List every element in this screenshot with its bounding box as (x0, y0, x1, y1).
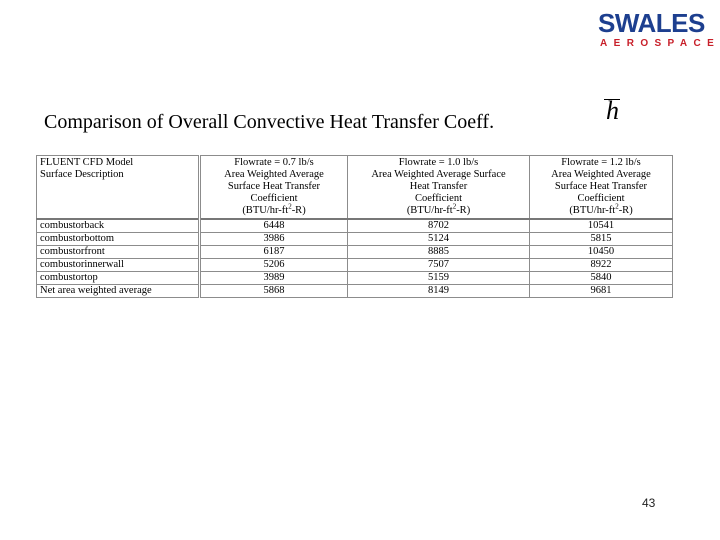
value-cell: 10450 (530, 246, 673, 259)
header-line: Surface Heat Transfer (554, 181, 648, 192)
value-cell: 7507 (348, 259, 530, 272)
header-line: Flowrate = 1.0 lb/s (398, 157, 479, 168)
header-line: FLUENT CFD Model (40, 157, 134, 168)
surface-name-cell: Net area weighted average (37, 285, 200, 298)
swales-aerospace-logo (598, 8, 720, 50)
value-cell: 5815 (530, 233, 673, 246)
table-row (37, 246, 673, 259)
header-line: Coefficient (577, 193, 625, 204)
value-cell: 8149 (348, 285, 530, 298)
header-units: $(BTU/hr-ft^2-R)$ (406, 202, 471, 216)
header-line: Area Weighted Average (551, 169, 651, 180)
value-cell: 3989 (200, 272, 348, 285)
page-number: 43 (642, 496, 656, 510)
table-row (37, 272, 673, 285)
table-row (37, 219, 673, 233)
value-cell: 5868 (200, 285, 348, 298)
value-cell: 5206 (200, 259, 348, 272)
header-flowrate-0-7 (200, 156, 348, 220)
slide-title: Comparison of Overall Convective Heat Transfer Coeff. (44, 111, 495, 133)
value-cell: 5840 (530, 272, 673, 285)
header-line: Heat Transfer (409, 181, 468, 192)
heat-transfer-table (36, 155, 672, 298)
table-row (37, 285, 673, 298)
value-cell: 5159 (348, 272, 530, 285)
header-units: $(BTU/hr-ft^2-R)$ (242, 202, 306, 216)
h-bar-symbol: h (606, 96, 619, 125)
surface-name-cell: combustorbottom (37, 233, 200, 246)
value-cell: 6448 (200, 219, 348, 233)
header-flowrate-1-2 (530, 156, 673, 220)
header-line: Coefficient (414, 193, 463, 204)
header-units: $(BTU/hr-ft^2-R)$ (569, 202, 633, 216)
table-header-row (37, 156, 673, 220)
surface-name-cell: combustorinnerwall (37, 259, 200, 272)
surface-name-cell: combustorback (37, 219, 200, 233)
header-line: Area Weighted Average Surface (371, 169, 506, 180)
header-line: Coefficient (250, 193, 298, 204)
value-cell: 8885 (348, 246, 530, 259)
value-cell: 3986 (200, 233, 348, 246)
value-cell: 9681 (530, 285, 673, 298)
table-row (37, 233, 673, 246)
header-surface-description (37, 156, 200, 220)
header-line: Surface Heat Transfer (227, 181, 321, 192)
value-cell: 8922 (530, 259, 673, 272)
surface-name-cell: combustortop (37, 272, 200, 285)
logo-subtitle: AEROSPACE (600, 38, 720, 49)
value-cell: 6187 (200, 246, 348, 259)
value-cell: 5124 (348, 233, 530, 246)
value-cell: 10541 (530, 219, 673, 233)
header-line: Area Weighted Average (224, 169, 324, 180)
header-line: Flowrate = 0.7 lb/s (234, 157, 314, 168)
value-cell: 8702 (348, 219, 530, 233)
surface-name-cell: combustorfront (37, 246, 200, 259)
header-line: Surface Description (40, 169, 124, 180)
logo-wordmark: SWALES (598, 8, 705, 38)
header-line: Flowrate = 1.2 lb/s (561, 157, 641, 168)
table-row (37, 259, 673, 272)
header-flowrate-1-0 (348, 156, 530, 220)
